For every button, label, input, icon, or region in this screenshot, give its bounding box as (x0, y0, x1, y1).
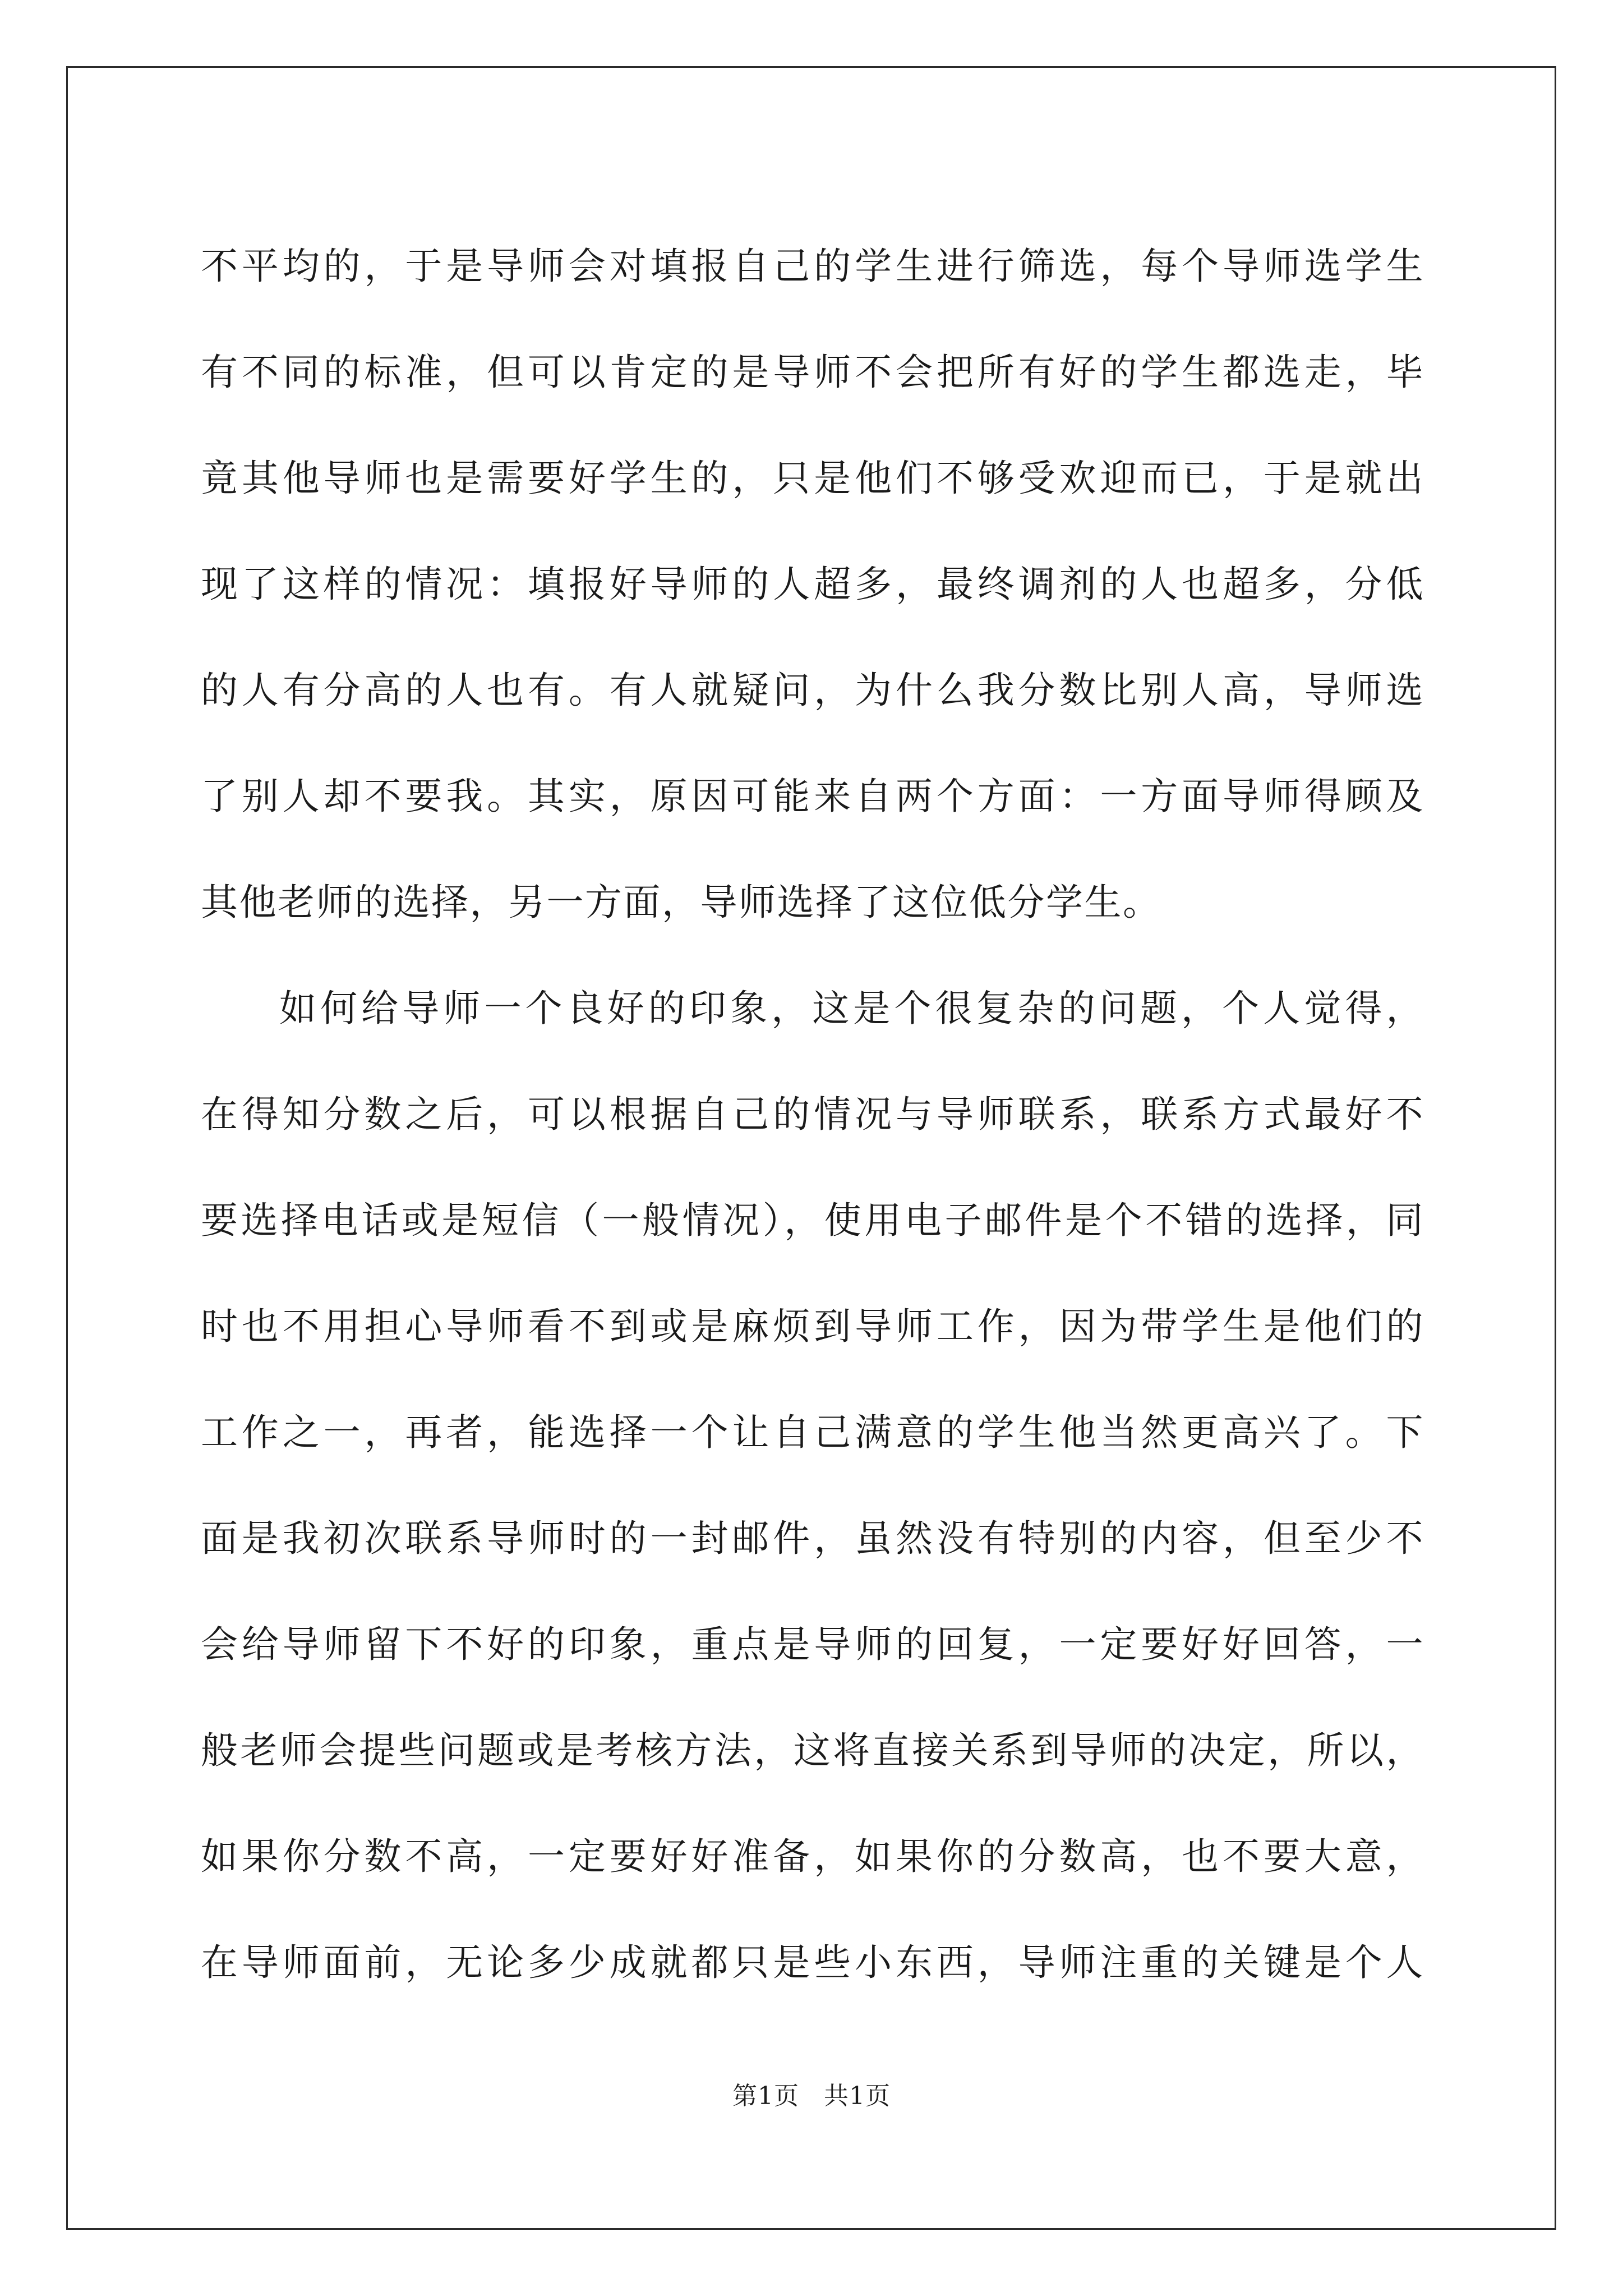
text-line: 工作之一，再者，能选择一个让自己满意的学生他当然更高兴了。下 (201, 1411, 1424, 1454)
document-body (201, 213, 1424, 2016)
paragraph-2 (201, 955, 1424, 2016)
paragraph-1 (201, 213, 1424, 955)
text-line: 要选择电话或是短信（一般情况），使用电子邮件是个不错的选择，同 (201, 1199, 1424, 1242)
text-line: 竟其他导师也是需要好学生的，只是他们不够受欢迎而已，于是就出 (201, 457, 1424, 500)
text-line: 如果你分数不高，一定要好好准备，如果你的分数高，也不要大意， (201, 1835, 1424, 1878)
text-line: 在导师面前，无论多少成就都只是些小东西，导师注重的关键是个人 (201, 1941, 1424, 1984)
page-number-total: 共1页 (824, 2082, 891, 2110)
text-line: 现了这样的情况：填报好导师的人超多，最终调剂的人也超多，分低 (201, 563, 1424, 606)
text-line: 的人有分高的人也有。有人就疑问，为什么我分数比别人高，导师选 (201, 669, 1424, 712)
text-line: 了别人却不要我。其实，原因可能来自两个方面：一方面导师得顾及 (201, 775, 1424, 818)
page-number-current: 第1页 (732, 2082, 799, 2110)
text-line: 在得知分数之后，可以根据自己的情况与导师联系，联系方式最好不 (201, 1093, 1424, 1136)
text-line: 会给导师留下不好的印象，重点是导师的回复，一定要好好回答，一 (201, 1623, 1424, 1666)
page-footer (0, 2076, 1623, 2111)
text-line: 时也不用担心导师看不到或是麻烦到导师工作，因为带学生是他们的 (201, 1305, 1424, 1348)
text-line: 有不同的标准，但可以肯定的是导师不会把所有好的学生都选走，毕 (201, 351, 1424, 394)
text-line: 如何给导师一个良好的印象，这是个很复杂的问题，个人觉得， (279, 987, 1424, 1030)
text-line: 般老师会提些问题或是考核方法，这将直接关系到导师的决定，所以， (201, 1729, 1424, 1772)
text-line: 不平均的，于是导师会对填报自己的学生进行筛选，每个导师选学生 (201, 245, 1424, 288)
text-line: 面是我初次联系导师时的一封邮件，虽然没有特别的内容，但至少不 (201, 1517, 1424, 1560)
text-line: 其他老师的选择，另一方面，导师选择了这位低分学生。 (201, 881, 1161, 924)
